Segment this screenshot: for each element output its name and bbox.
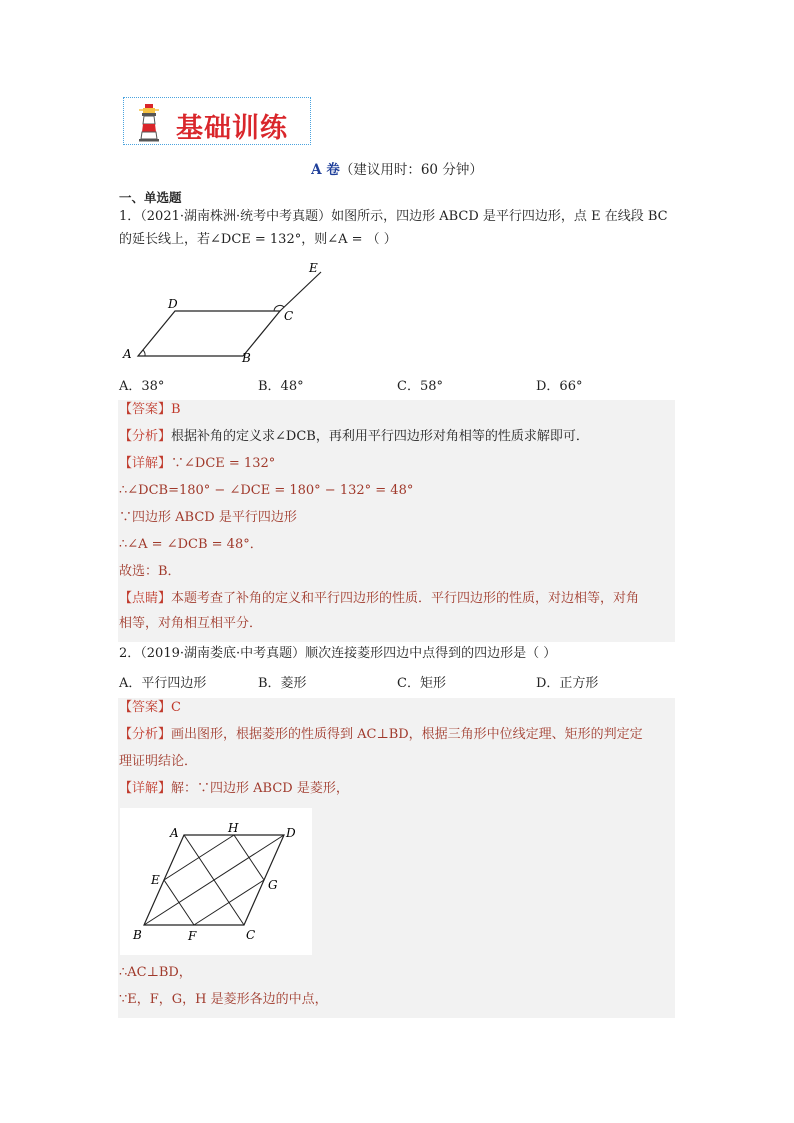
q1-detail1: ∵∠DCE = 132° [171,456,276,471]
subtitle-part: A 卷 [311,162,340,178]
q1-comment-line1 [119,589,679,609]
fig2-label-g: G [268,878,278,892]
q2-option-c[interactable]: C．矩形 [397,676,446,691]
q2-analysis-tag: 【分析】 [119,727,172,742]
q2-analysis-line1 [119,725,679,745]
q1-detail-line1 [119,454,679,474]
q2-analysis-line2: 理证明结论． [119,754,198,769]
q1-line1: 1．（2021·湖南株洲·统考中考真题）如图所示，四边形 ABCD 是平行四边形，点 E 在线段 BC [119,209,668,224]
fig2-label-c: C [246,928,256,942]
q1-detail-tag: 【详解】 [119,456,172,471]
q2-option-b[interactable]: B．菱形 [258,676,307,691]
fig-label-c: C [284,309,294,323]
q1-answer: 【答案】B [119,402,181,417]
q1-choose: 故选：B． [119,564,181,579]
fig2-label-h: H [228,821,239,835]
q1-analysis-text: 根据补角的定义求∠DCB，再利用平行四边形对角相等的性质求解即可． [171,429,589,444]
q1-comment-line2: 相等，对角相互相平分． [119,616,263,631]
q1-detail-line3: ∵四边形 ABCD 是平行四边形 [119,510,297,525]
page-subtitle [0,158,794,178]
q1-option-d[interactable]: D．66° [536,379,583,394]
section-heading: 一、单选题 [119,190,182,205]
q2-detail1: 解：∵四边形 ABCD 是菱形， [171,781,349,796]
q1-detail-line4: ∴∠A = ∠DCB = 48°． [119,537,263,552]
q2-line1: 2．（2019·湖南娄底·中考真题）顺次连接菱形四边中点得到的四边形是（ ） [119,646,557,661]
q1-detail-line2: ∴∠DCB=180° − ∠DCE = 180° − 132° = 48° [119,483,414,498]
fig-label-a: A [123,347,132,361]
q1-comment1: 本题考查了补角的定义和平行四边形的性质．平行四边形的性质，对边相等，对角 [171,591,640,606]
fig-label-d: D [168,297,178,311]
q2-detail-line2: ∴AC⊥BD， [119,965,192,980]
q1-comment-tag: 【点睛】 [119,591,172,606]
banner-title: 基础训练 [176,113,288,144]
fig2-label-a: A [170,826,179,840]
q2-answer: 【答案】C [119,700,181,715]
fig-label-b: B [242,351,251,365]
q2-option-a[interactable]: A．平行四边形 [119,676,207,691]
fig2-label-b: B [133,928,142,942]
lighthouse-icon [134,102,164,142]
fig2-label-f: F [188,929,197,943]
fig2-label-e: E [151,873,160,887]
q2-option-d[interactable]: D．正方形 [536,676,599,691]
fig2-label-d: D [286,826,296,840]
q2-rhombus-figure [120,808,312,955]
q2-analysis1: 画出图形，根据菱形的性质得到 AC⊥BD，根据三角形中位线定理、矩形的判定定 [171,727,643,742]
q1-analysis [119,427,679,447]
q2-detail-tag: 【详解】 [119,781,172,796]
q2-detail-line3: ∵E，F，G，H 是菱形各边的中点， [119,992,328,1007]
fig-label-e: E [309,261,318,275]
q1-parallelogram-figure [118,258,338,368]
q2-figure-box [120,808,312,955]
q1-option-a[interactable]: A．38° [119,379,165,394]
subtitle-time: （建议用时：60 分钟） [339,162,483,178]
section-banner [123,97,311,145]
q2-detail-line1 [119,779,679,799]
q1-option-b[interactable]: B．48° [258,379,304,394]
q1-analysis-tag: 【分析】 [119,429,172,444]
q1-option-c[interactable]: C．58° [397,379,443,394]
q1-line2: 的延长线上，若∠DCE = 132°，则∠A = （ ） [119,232,397,247]
